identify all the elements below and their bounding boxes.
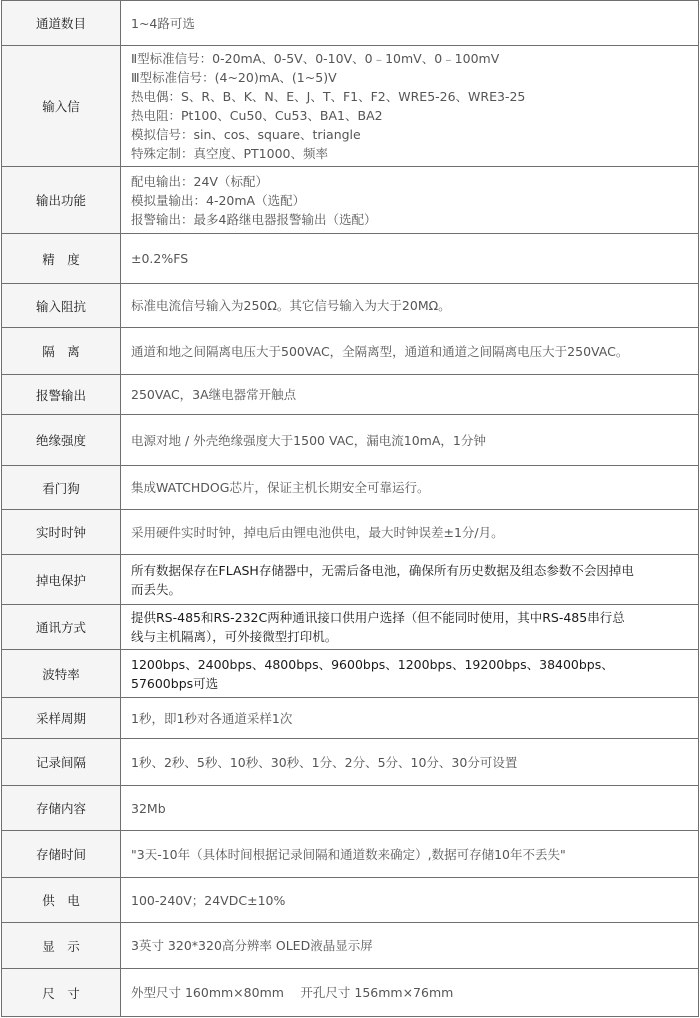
value-line: 配电输出：24V（标配） [131,173,268,189]
row-label: 隔 离 [2,328,121,375]
row-label: 输入阻抗 [2,284,121,328]
row-value [121,375,699,415]
row-value [121,167,699,234]
row-label: 掉电保护 [2,555,121,605]
value-line: Ⅲ型标准信号：(4~20)mA、(1~5)V [131,70,337,85]
value-line: 提供RS-485和RS-232C两种通讯接口供用户选择（但不能同时使用，其中RS-485串行总 [131,610,625,625]
table-row [2,698,699,739]
table-row [2,878,699,923]
row-value [121,650,699,698]
table-row [2,605,699,650]
value-line: 模拟量输出：4-20mA（选配） [131,192,306,208]
value-line: 1秒、2秒、5秒、10秒、30秒、1分、2分、5分、10分、30分可设置 [131,754,518,770]
row-label: 供 电 [2,878,121,923]
table-row [2,46,699,167]
row-value [121,1,699,46]
value-line: 特殊定制：真空度、PT1000、频率 [131,146,328,161]
row-value [121,831,699,878]
row-value [121,328,699,375]
row-label: 输入信 [2,46,121,167]
row-label: 存储时间 [2,831,121,878]
table-row [2,739,699,786]
row-label: 通讯方式 [2,605,121,650]
value-line: 3英寸 320*320高分辨率 OLED液晶显示屏 [131,938,373,953]
row-value [121,510,699,555]
row-label: 记录间隔 [2,739,121,786]
row-label: 实时时钟 [2,510,121,555]
row-label: 波特率 [2,650,121,698]
value-line: 电源对地 / 外壳绝缘强度大于1500 VAC，漏电流10mA，1分钟 [131,432,486,448]
row-value [121,739,699,786]
value-line: 集成WATCHDOG芯片，保证主机长期安全可靠运行。 [131,480,430,495]
spec-table [1,0,699,1017]
value-line: 而丢失。 [131,581,182,597]
value-line: 通道和地之间隔离电压大于500VAC，全隔离型，通道和通道之间隔离电压大于250VAC。 [131,343,629,359]
row-label: 尺 寸 [2,969,121,1017]
value-line: ±0.2%FS [131,251,189,266]
row-label: 看门狗 [2,466,121,510]
table-row [2,234,699,284]
row-value [121,284,699,328]
value-line: 采用硬件实时时钟，掉电后由锂电池供电，最大时钟误差±1分/月。 [131,524,504,540]
value-line: 热电阻：Pt100、Cu50、Cu53、BA1、BA2 [131,108,383,123]
row-value [121,415,699,466]
row-label: 精 度 [2,234,121,284]
value-line: Ⅱ型标准信号：0-20mA、0-5V、0-10V、0﹣10mV、0﹣100mV [131,51,500,66]
row-value [121,878,699,923]
row-label: 存储内容 [2,786,121,831]
row-value [121,786,699,831]
value-line: 热电偶：S、R、B、K、N、E、J、T、F1、F2、WRE5-26、WRE3-25 [131,89,526,104]
value-line: 1秒，即1秒对各通道采样1次 [131,710,293,726]
value-line: 1200bps、2400bps、4800bps、9600bps、1200bps、19200bps、38400bps、 [131,656,614,672]
table-row [2,375,699,415]
table-row [2,831,699,878]
table-row [2,284,699,328]
table-row [2,650,699,698]
table-row [2,1,699,46]
value-line: 模拟信号：sin、cos、square、triangle [131,127,361,142]
row-label: 通道数目 [2,1,121,46]
value-line: 1~4路可选 [131,15,195,31]
table-row [2,466,699,510]
row-label: 绝缘强度 [2,415,121,466]
row-value [121,698,699,739]
value-line: 100-240V；24VDC±10% [131,892,286,908]
value-line: "3天-10年（具体时间根据记录间隔和通道数来确定）,数据可存储10年不丢失" [131,846,566,862]
table-row [2,923,699,969]
value-line: 250VAC，3A继电器常开触点 [131,387,297,402]
row-label: 报警输出 [2,375,121,415]
value-line: 外型尺寸 160mm×80mm 开孔尺寸 156mm×76mm [131,985,454,1000]
row-label: 显 示 [2,923,121,969]
row-value [121,555,699,605]
value-line: 57600bps可选 [131,675,219,691]
value-line: 报警输出：最多4路继电器报警输出（选配） [131,211,377,227]
row-label: 采样周期 [2,698,121,739]
value-line: 线与主机隔离），可外接微型打印机。 [131,629,338,644]
value-line: 标准电流信号输入为250Ω。其它信号输入为大于20MΩ。 [131,298,451,313]
row-value [121,969,699,1017]
table-row [2,555,699,605]
table-row [2,415,699,466]
table-row [2,786,699,831]
table-row [2,167,699,234]
value-line: 32Mb [131,800,166,816]
row-value [121,605,699,650]
table-row [2,969,699,1017]
value-line: 所有数据保存在FLASH存储器中，无需后备电池，确保所有历史数据及组态参数不会因掉电 [131,562,634,578]
row-value [121,234,699,284]
row-value [121,923,699,969]
table-row [2,510,699,555]
row-value [121,46,699,167]
table-row [2,328,699,375]
row-label: 输出功能 [2,167,121,234]
row-value [121,466,699,510]
